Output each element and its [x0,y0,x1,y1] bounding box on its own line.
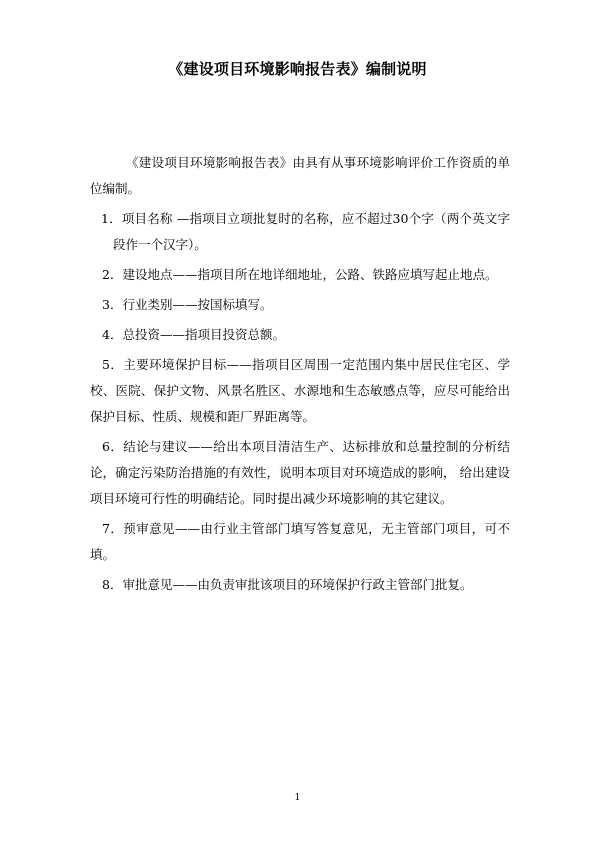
document-body [90,150,510,602]
item-conclusions: 6．结论与建议——给出本项目清洁生产、达标排放和总量控制的分析结论，确定污染防治措施的有效性，说明本项目对环境造成的影响， 给出建设项目环境可行性的明确结论。同时提出减少环境影响的其它建议。 [90,439,510,506]
item-industry-category: 3．行业类别——按国标填写。 [102,297,273,312]
item-construction-site: 2．建设地点——指项目所在地详细地址，公路、铁路应填写起止地点。 [102,267,498,282]
item-project-name: 1．项目名称 —指项目立项批复时的名称，应不超过30个字（两个英文字段作一个汉字）。 [101,211,510,252]
item-total-investment: 4．总投资——指项目投资总额。 [102,327,285,342]
item-protection-targets: 5．主要环境保护目标——指项目区周围一定范围内集中居民住宅区、学校、医院、保护文物、风景名胜区、水源地和生态敏感点等，应尽可能给出保护目标、性质、规模和距厂界距离等。 [90,357,510,424]
item-pre-review-opinion: 7．预审意见——由行业主管部门填写答复意见，无主管部门项目，可不填。 [90,521,510,562]
item-approval-opinion: 8．审批意见——由负责审批该项目的环境保护行政主管部门批复。 [102,577,473,592]
intro-paragraph: 《建设项目环境影响报告表》由具有从事环境影响评价工作资质的单位编制。 [90,155,510,196]
document-title: 《建设项目环境影响报告表》编制说明 [168,60,427,78]
page-number: 1 [294,793,301,803]
